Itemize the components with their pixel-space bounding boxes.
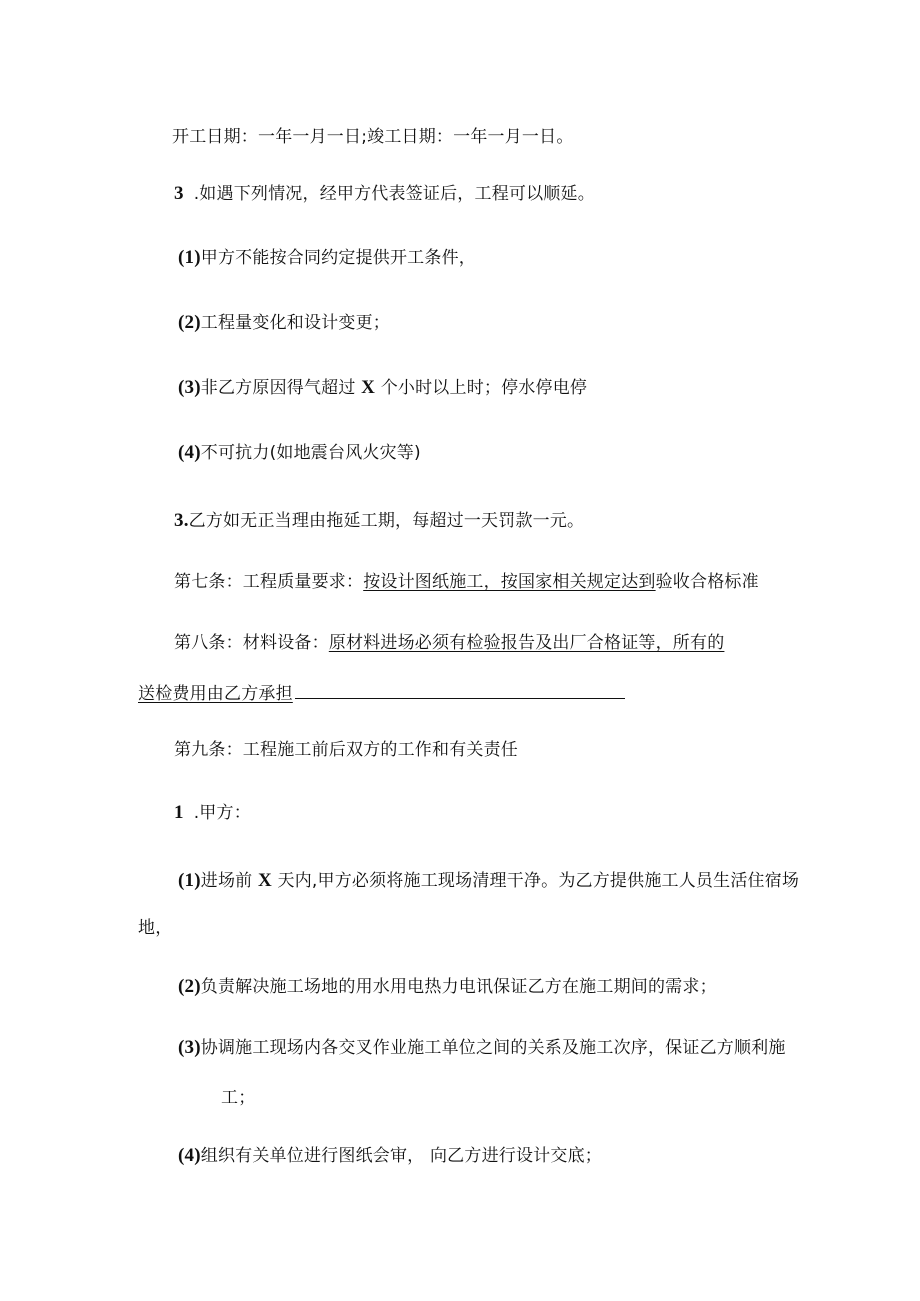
item-text-b: 个小时以上时；停水停电停 bbox=[375, 378, 588, 398]
article-text: 第九条：工程施工前后双方的工作和有关责任 bbox=[174, 740, 518, 760]
party-a-item-1 bbox=[178, 869, 799, 893]
article-underlined-text: 原材料进场必须有检验报告及出厂合格证等，所有的 bbox=[328, 633, 725, 653]
clause-number: 3. bbox=[174, 510, 189, 531]
party-a-item-3 bbox=[178, 1036, 786, 1060]
item-number: (2) bbox=[178, 976, 201, 997]
schedule-dates-text: 开工日期：一年一月一日;竣工日期：一年一月一日。 bbox=[172, 127, 574, 147]
item-number: (1) bbox=[178, 247, 201, 268]
extension-item-3 bbox=[178, 376, 587, 400]
clause-number: 3 bbox=[174, 183, 184, 204]
party-a-item-2 bbox=[178, 975, 717, 999]
item-number: (2) bbox=[178, 312, 201, 333]
article-9-heading bbox=[174, 738, 518, 762]
placeholder-x: X bbox=[361, 377, 376, 398]
extension-clause-heading bbox=[174, 182, 595, 206]
article-8-materials bbox=[174, 631, 724, 655]
delay-penalty-clause bbox=[174, 509, 584, 533]
clause-number: 1 bbox=[174, 802, 184, 823]
party-a-item-4 bbox=[178, 1144, 602, 1168]
article-8-continuation bbox=[138, 680, 625, 706]
item-number: (3) bbox=[178, 1037, 201, 1058]
item-text-b: 天内,甲方必须将施工现场清理干净。为乙方提供施工人员生活住宿场 bbox=[271, 871, 800, 891]
blank-fill-line bbox=[295, 680, 625, 699]
clause-text: 乙方如无正当理由拖延工期，每超过一天罚款一元。 bbox=[188, 511, 585, 531]
schedule-dates-line bbox=[172, 125, 574, 149]
item-text: 负责解决施工场地的用水用电热力电讯保证乙方在施工期间的需求； bbox=[200, 977, 717, 997]
extension-item-4 bbox=[178, 441, 421, 465]
item-text: 工； bbox=[221, 1088, 256, 1108]
extension-item-2 bbox=[178, 311, 390, 335]
item-number: (4) bbox=[178, 442, 201, 463]
article-label: 第七条：工程质量要求： bbox=[174, 572, 364, 592]
item-text: 地， bbox=[138, 918, 173, 938]
article-7-quality bbox=[174, 570, 759, 594]
item-number: (3) bbox=[178, 377, 201, 398]
article-text: 验收合格标准 bbox=[655, 572, 759, 592]
item-text-a: 进场前 bbox=[200, 871, 258, 891]
party-a-item-1-continuation bbox=[138, 916, 172, 940]
placeholder-x: X bbox=[257, 870, 272, 891]
item-text-a: 非乙方原因得气超过 bbox=[200, 378, 362, 398]
item-text: 协调施工现场内各交叉作业施工单位之间的关系及施工次序，保证乙方顺利施 bbox=[200, 1038, 786, 1058]
article-underlined-text: 按设计图纸施工，按国家相关规定达到 bbox=[363, 572, 656, 592]
clause-text: .如遇下列情况，经甲方代表签证后，工程可以顺延。 bbox=[193, 184, 595, 204]
party-a-heading bbox=[174, 801, 251, 825]
item-number: (1) bbox=[178, 870, 201, 891]
article-underlined-text: 送检费用由乙方承担 bbox=[138, 684, 293, 704]
clause-text: .甲方： bbox=[193, 803, 251, 823]
item-number: (4) bbox=[178, 1145, 201, 1166]
item-text: 甲方不能按合同约定提供开工条件， bbox=[200, 248, 476, 268]
party-a-item-3-continuation bbox=[221, 1086, 255, 1110]
item-text: 工程量变化和设计变更； bbox=[200, 313, 390, 333]
extension-item-1 bbox=[178, 246, 476, 270]
article-label: 第八条：材料设备： bbox=[174, 633, 329, 653]
item-text: 不可抗力(如地震台风火灾等) bbox=[200, 443, 421, 463]
item-text: 组织有关单位进行图纸会审， 向乙方进行设计交底； bbox=[200, 1146, 602, 1166]
